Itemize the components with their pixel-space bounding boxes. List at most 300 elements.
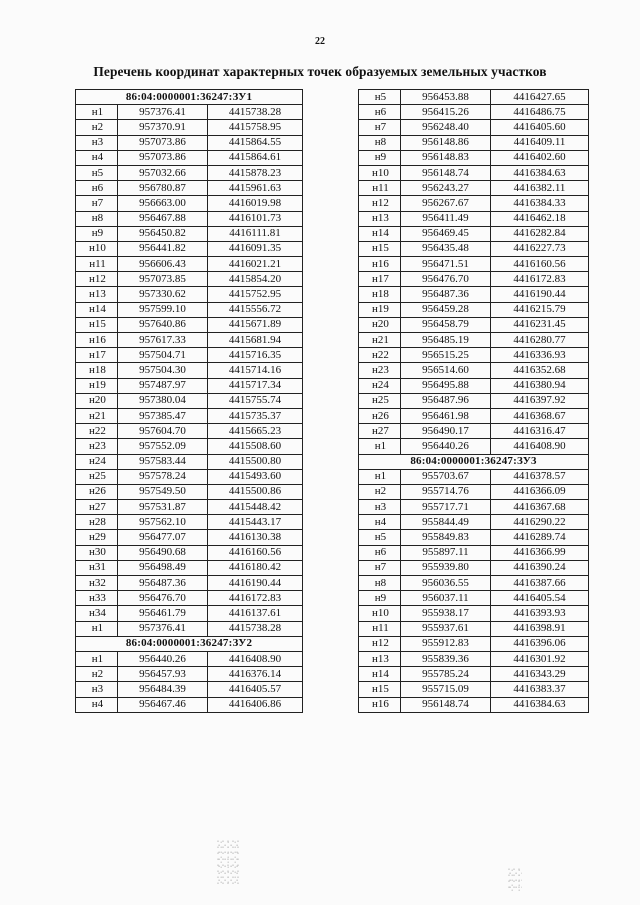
coordinate-row [359,378,589,393]
x-coordinate: 956487.96 [401,393,491,408]
coordinate-row [359,211,589,226]
coordinate-row [359,515,589,530]
point-label: н5 [359,90,401,105]
y-coordinate: 4416101.73 [208,211,303,226]
coordinate-row [76,484,303,499]
point-label: н23 [359,363,401,378]
y-coordinate: 4416427.65 [491,90,589,105]
point-label: н24 [76,454,118,469]
point-label: н14 [359,667,401,682]
y-coordinate: 4415508.60 [208,439,303,454]
y-coordinate: 4415665.23 [208,424,303,439]
x-coordinate: 956435.48 [401,241,491,256]
y-coordinate: 4416368.67 [491,408,589,423]
y-coordinate: 4415556.72 [208,302,303,317]
y-coordinate: 4415864.55 [208,135,303,150]
point-label: н25 [359,393,401,408]
point-label: н11 [359,181,401,196]
point-label: н2 [359,484,401,499]
coordinate-row [76,606,303,621]
x-coordinate: 957376.41 [118,621,208,636]
y-coordinate: 4416160.56 [208,545,303,560]
point-label: н12 [359,196,401,211]
point-label: н6 [359,105,401,120]
coordinate-row [76,560,303,575]
scan-noise [508,868,522,892]
coordinate-row [359,408,589,423]
x-coordinate: 956148.74 [401,165,491,180]
coordinate-row [76,287,303,302]
point-label: н5 [76,165,118,180]
y-coordinate: 4416336.93 [491,348,589,363]
point-label: н23 [76,439,118,454]
x-coordinate: 956663.00 [118,196,208,211]
coordinate-row [359,530,589,545]
scan-noise [217,840,239,886]
coordinate-row [76,165,303,180]
parcel-header-row [76,90,303,105]
y-coordinate: 4416172.83 [208,591,303,606]
point-label: н20 [76,393,118,408]
y-coordinate: 4416382.11 [491,181,589,196]
y-coordinate: 4416367.68 [491,500,589,515]
coordinate-row [359,333,589,348]
y-coordinate: 4416383.37 [491,682,589,697]
point-label: н31 [76,560,118,575]
point-label: н9 [76,226,118,241]
x-coordinate: 957073.85 [118,272,208,287]
page-title: Перечень координат характерных точек образуемых земельных участков [93,64,547,79]
coordinate-row [76,348,303,363]
x-coordinate: 956471.51 [401,257,491,272]
x-coordinate: 955714.76 [401,484,491,499]
coordinate-row [359,545,589,560]
coordinate-row [76,150,303,165]
coordinate-row [359,241,589,256]
y-coordinate: 4416352.68 [491,363,589,378]
coordinate-row [76,621,303,636]
point-label: н11 [76,257,118,272]
point-label: н25 [76,469,118,484]
x-coordinate: 956485.19 [401,333,491,348]
parcel-header-row [76,636,303,651]
point-label: н17 [359,272,401,287]
coordinate-row [359,393,589,408]
point-label: н1 [359,439,401,454]
x-coordinate: 957385.47 [118,408,208,423]
x-coordinate: 956148.83 [401,150,491,165]
coordinate-row [359,348,589,363]
x-coordinate: 956487.36 [401,287,491,302]
x-coordinate: 955839.36 [401,651,491,666]
x-coordinate: 956461.79 [118,606,208,621]
y-coordinate: 4415738.28 [208,621,303,636]
x-coordinate: 956457.93 [118,667,208,682]
coordinate-row [76,135,303,150]
y-coordinate: 4416290.22 [491,515,589,530]
point-label: н8 [359,576,401,591]
coordinate-row [76,697,303,712]
coordinate-row [359,697,589,712]
x-coordinate: 957330.62 [118,287,208,302]
y-coordinate: 4416408.90 [491,439,589,454]
x-coordinate: 957504.71 [118,348,208,363]
coordinate-row [359,469,589,484]
coordinate-row [76,408,303,423]
x-coordinate: 956243.27 [401,181,491,196]
y-coordinate: 4415443.17 [208,515,303,530]
point-label: н19 [76,378,118,393]
x-coordinate: 956415.26 [401,105,491,120]
y-coordinate: 4415716.35 [208,348,303,363]
point-label: н10 [359,165,401,180]
x-coordinate: 956490.68 [118,545,208,560]
coordinate-row [76,181,303,196]
x-coordinate: 956036.55 [401,576,491,591]
point-label: н3 [76,135,118,150]
point-label: н30 [76,545,118,560]
x-coordinate: 957531.87 [118,500,208,515]
y-coordinate: 4415681.94 [208,333,303,348]
x-coordinate: 956450.82 [118,226,208,241]
point-label: н4 [359,515,401,530]
coordinate-row [76,333,303,348]
coordinate-row [76,439,303,454]
y-coordinate: 4416366.09 [491,484,589,499]
point-label: н17 [76,348,118,363]
coordinate-row [76,272,303,287]
point-label: н19 [359,302,401,317]
point-label: н7 [359,120,401,135]
point-label: н6 [76,181,118,196]
coordinate-row [76,257,303,272]
point-label: н26 [359,408,401,423]
x-coordinate: 956476.70 [118,591,208,606]
y-coordinate: 4416408.90 [208,651,303,666]
x-coordinate: 957640.86 [118,317,208,332]
coordinate-row [76,576,303,591]
coordinate-row [359,90,589,105]
y-coordinate: 4416190.44 [491,287,589,302]
y-coordinate: 4416019.98 [208,196,303,211]
y-coordinate: 4416316.47 [491,424,589,439]
x-coordinate: 955938.17 [401,606,491,621]
x-coordinate: 957487.97 [118,378,208,393]
coordinate-row [76,500,303,515]
point-label: н8 [359,135,401,150]
point-label: н13 [76,287,118,302]
y-coordinate: 4415752.95 [208,287,303,302]
parcel-cadastral-number: 86:04:0000001:36247:ЗУ3 [359,454,589,469]
x-coordinate: 956148.86 [401,135,491,150]
point-label: н2 [76,667,118,682]
x-coordinate: 957552.09 [118,439,208,454]
x-coordinate: 957380.04 [118,393,208,408]
coordinate-row [359,363,589,378]
point-label: н10 [76,241,118,256]
point-label: н7 [359,560,401,575]
y-coordinate: 4415500.80 [208,454,303,469]
point-label: н26 [76,484,118,499]
x-coordinate: 956487.36 [118,576,208,591]
y-coordinate: 4416021.21 [208,257,303,272]
point-label: н29 [76,530,118,545]
point-label: н9 [359,591,401,606]
x-coordinate: 957604.70 [118,424,208,439]
y-coordinate: 4416180.42 [208,560,303,575]
point-label: н6 [359,545,401,560]
point-label: н32 [76,576,118,591]
coordinate-row [359,560,589,575]
coordinate-row [359,257,589,272]
x-coordinate: 955717.71 [401,500,491,515]
y-coordinate: 4416384.63 [491,697,589,712]
x-coordinate: 957032.66 [118,165,208,180]
x-coordinate: 957578.24 [118,469,208,484]
x-coordinate: 956484.39 [118,682,208,697]
point-label: н14 [76,302,118,317]
coordinate-row [359,181,589,196]
point-label: н22 [76,424,118,439]
y-coordinate: 4416190.44 [208,576,303,591]
x-coordinate: 956477.07 [118,530,208,545]
x-coordinate: 955939.80 [401,560,491,575]
y-coordinate: 4416380.94 [491,378,589,393]
y-coordinate: 4415878.23 [208,165,303,180]
x-coordinate: 956411.49 [401,211,491,226]
coordinate-row [359,165,589,180]
point-label: н16 [76,333,118,348]
coordinate-row [76,424,303,439]
coordinate-row [76,378,303,393]
x-coordinate: 956495.88 [401,378,491,393]
coordinates-table-right [358,89,589,713]
x-coordinate: 956476.70 [401,272,491,287]
x-coordinate: 957376.41 [118,105,208,120]
x-coordinate: 956515.25 [401,348,491,363]
y-coordinate: 4416280.77 [491,333,589,348]
coordinate-row [359,682,589,697]
point-label: н1 [76,621,118,636]
coordinate-row [76,226,303,241]
coordinate-row [359,150,589,165]
point-label: н1 [359,469,401,484]
y-coordinate: 4415738.28 [208,105,303,120]
x-coordinate: 956514.60 [401,363,491,378]
x-coordinate: 955715.09 [401,682,491,697]
y-coordinate: 4416406.86 [208,697,303,712]
coordinate-row [76,105,303,120]
y-coordinate: 4415493.60 [208,469,303,484]
x-coordinate: 956148.74 [401,697,491,712]
y-coordinate: 4416384.63 [491,165,589,180]
parcel-cadastral-number: 86:04:0000001:36247:ЗУ1 [76,90,303,105]
point-label: н18 [76,363,118,378]
page-number: 22 [315,36,325,47]
x-coordinate: 956467.88 [118,211,208,226]
coordinate-row [76,363,303,378]
x-coordinate: 956606.43 [118,257,208,272]
y-coordinate: 4416160.56 [491,257,589,272]
x-coordinate: 957549.50 [118,484,208,499]
point-label: н33 [76,591,118,606]
point-label: н13 [359,651,401,666]
point-label: н21 [359,333,401,348]
y-coordinate: 4416409.11 [491,135,589,150]
coordinate-row [76,120,303,135]
coordinate-row [76,469,303,484]
y-coordinate: 4416301.92 [491,651,589,666]
point-label: н7 [76,196,118,211]
parcel-cadastral-number: 86:04:0000001:36247:ЗУ2 [76,636,303,651]
point-label: н20 [359,317,401,332]
coordinate-row [359,606,589,621]
x-coordinate: 956440.26 [401,439,491,454]
x-coordinate: 955849.83 [401,530,491,545]
y-coordinate: 4416227.73 [491,241,589,256]
y-coordinate: 4416396.06 [491,636,589,651]
coordinate-row [359,439,589,454]
coordinate-row [359,576,589,591]
coordinate-row [76,530,303,545]
y-coordinate: 4416137.61 [208,606,303,621]
coordinate-row [76,241,303,256]
point-label: н24 [359,378,401,393]
x-coordinate: 956459.28 [401,302,491,317]
y-coordinate: 4416172.83 [491,272,589,287]
y-coordinate: 4416376.14 [208,667,303,682]
point-label: н1 [76,105,118,120]
point-label: н28 [76,515,118,530]
x-coordinate: 956248.40 [401,120,491,135]
coordinate-row [76,211,303,226]
x-coordinate: 957504.30 [118,363,208,378]
x-coordinate: 956441.82 [118,241,208,256]
x-coordinate: 955844.49 [401,515,491,530]
x-coordinate: 956453.88 [401,90,491,105]
point-label: н21 [76,408,118,423]
y-coordinate: 4415961.63 [208,181,303,196]
y-coordinate: 4416390.24 [491,560,589,575]
y-coordinate: 4416384.33 [491,196,589,211]
coordinate-row [76,454,303,469]
y-coordinate: 4416393.93 [491,606,589,621]
point-label: н27 [359,424,401,439]
coordinate-row [76,545,303,560]
coordinate-row [359,135,589,150]
x-coordinate: 956440.26 [118,651,208,666]
y-coordinate: 4415735.37 [208,408,303,423]
y-coordinate: 4415864.61 [208,150,303,165]
x-coordinate: 956458.79 [401,317,491,332]
x-coordinate: 956267.67 [401,196,491,211]
point-label: н5 [359,530,401,545]
x-coordinate: 956490.17 [401,424,491,439]
y-coordinate: 4416366.99 [491,545,589,560]
x-coordinate: 956469.45 [401,226,491,241]
point-label: н22 [359,348,401,363]
y-coordinate: 4416215.79 [491,302,589,317]
y-coordinate: 4415755.74 [208,393,303,408]
coordinate-row [359,196,589,211]
point-label: н16 [359,257,401,272]
point-label: н4 [76,697,118,712]
y-coordinate: 4416343.29 [491,667,589,682]
coordinate-row [359,105,589,120]
coordinate-row [359,272,589,287]
y-coordinate: 4416091.35 [208,241,303,256]
point-label: н1 [76,651,118,666]
coordinate-row [76,515,303,530]
point-label: н3 [76,682,118,697]
point-label: н14 [359,226,401,241]
coordinate-row [76,317,303,332]
point-label: н12 [359,636,401,651]
y-coordinate: 4416405.54 [491,591,589,606]
y-coordinate: 4416462.18 [491,211,589,226]
x-coordinate: 957617.33 [118,333,208,348]
coordinate-row [359,591,589,606]
y-coordinate: 4416231.45 [491,317,589,332]
coordinate-row [76,302,303,317]
coordinates-table-left [75,89,303,713]
coordinate-row [359,287,589,302]
y-coordinate: 4415714.16 [208,363,303,378]
y-coordinate: 4415500.86 [208,484,303,499]
y-coordinate: 4416282.84 [491,226,589,241]
point-label: н4 [76,150,118,165]
x-coordinate: 956467.46 [118,697,208,712]
point-label: н12 [76,272,118,287]
coordinate-row [359,636,589,651]
coordinate-row [359,317,589,332]
y-coordinate: 4415717.34 [208,378,303,393]
x-coordinate: 956461.98 [401,408,491,423]
x-coordinate: 957370.91 [118,120,208,135]
x-coordinate: 957599.10 [118,302,208,317]
point-label: н9 [359,150,401,165]
point-label: н3 [359,500,401,515]
y-coordinate: 4415448.42 [208,500,303,515]
coordinate-row [359,500,589,515]
coordinate-row [76,651,303,666]
y-coordinate: 4416111.81 [208,226,303,241]
x-coordinate: 956498.49 [118,560,208,575]
coordinate-row [359,226,589,241]
x-coordinate: 955912.83 [401,636,491,651]
coordinate-row [359,621,589,636]
point-label: н27 [76,500,118,515]
point-label: н16 [359,697,401,712]
coordinate-row [359,484,589,499]
point-label: н15 [359,682,401,697]
y-coordinate: 4416397.92 [491,393,589,408]
point-label: н10 [359,606,401,621]
point-label: н11 [359,621,401,636]
coordinate-row [76,667,303,682]
point-label: н15 [359,241,401,256]
y-coordinate: 4416130.38 [208,530,303,545]
x-coordinate: 956037.11 [401,591,491,606]
x-coordinate: 957562.10 [118,515,208,530]
y-coordinate: 4415854.20 [208,272,303,287]
x-coordinate: 955703.67 [401,469,491,484]
y-coordinate: 4416405.60 [491,120,589,135]
y-coordinate: 4416289.74 [491,530,589,545]
coordinate-row [359,424,589,439]
point-label: н13 [359,211,401,226]
coordinate-row [76,682,303,697]
